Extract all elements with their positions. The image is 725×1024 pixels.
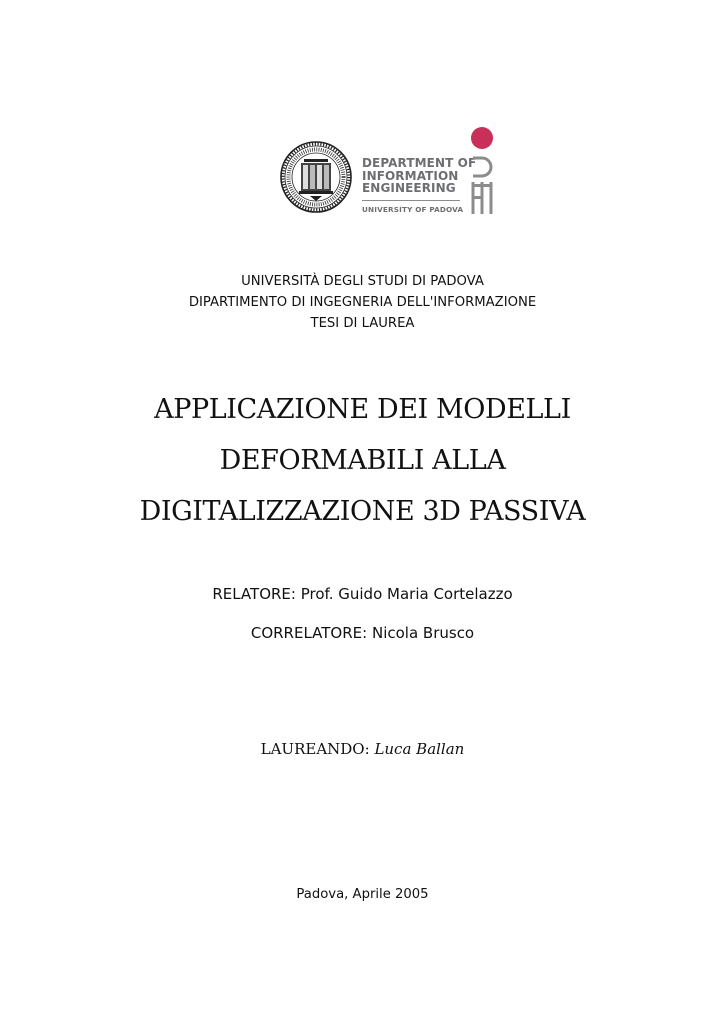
laureando-line (0, 739, 725, 759)
wordmark-divider (362, 200, 460, 201)
relatore-line (0, 584, 725, 604)
dept-line-2: INFORMATION (362, 168, 459, 183)
dept-line-1: DEPARTMENT OF (362, 156, 477, 170)
department-name: DIPARTIMENTO DI INGEGNERIA DELL'INFORMAZIONE (188, 295, 537, 310)
place-date: Padova, Aprile 2005 (296, 887, 429, 902)
relatore-label: RELATORE: (212, 585, 296, 603)
laureando-name: Luca Ballan (374, 740, 465, 758)
correlatore-name: Nicola Brusco (371, 624, 475, 642)
title-line-3: DIGITALIZZAZIONE 3D PASSIVA (139, 496, 586, 527)
dei-mark-icon (468, 124, 498, 220)
document-type: TESI DI LAUREA (310, 316, 415, 331)
title-line-1: APPLICAZIONE DEI MODELLI (154, 394, 571, 425)
dept-line-3: ENGINEERING (362, 181, 456, 195)
dept-university: UNIVERSITY OF PADOVA (362, 204, 464, 214)
institution-block (0, 271, 725, 334)
thesis-title (0, 384, 725, 537)
correlatore-line (0, 623, 725, 643)
laureando-label: LAUREANDO: (260, 740, 370, 758)
department-wordmark (362, 156, 477, 214)
relatore-name: Prof. Guido Maria Cortelazzo (300, 585, 513, 603)
university-name: UNIVERSITÀ DEGLI STUDI DI PADOVA (241, 274, 484, 289)
university-seal-icon (280, 141, 352, 213)
title-line-2: DEFORMABILI ALLA (219, 445, 506, 476)
correlatore-label: CORRELATORE: (250, 624, 368, 642)
department-logo (278, 124, 500, 220)
